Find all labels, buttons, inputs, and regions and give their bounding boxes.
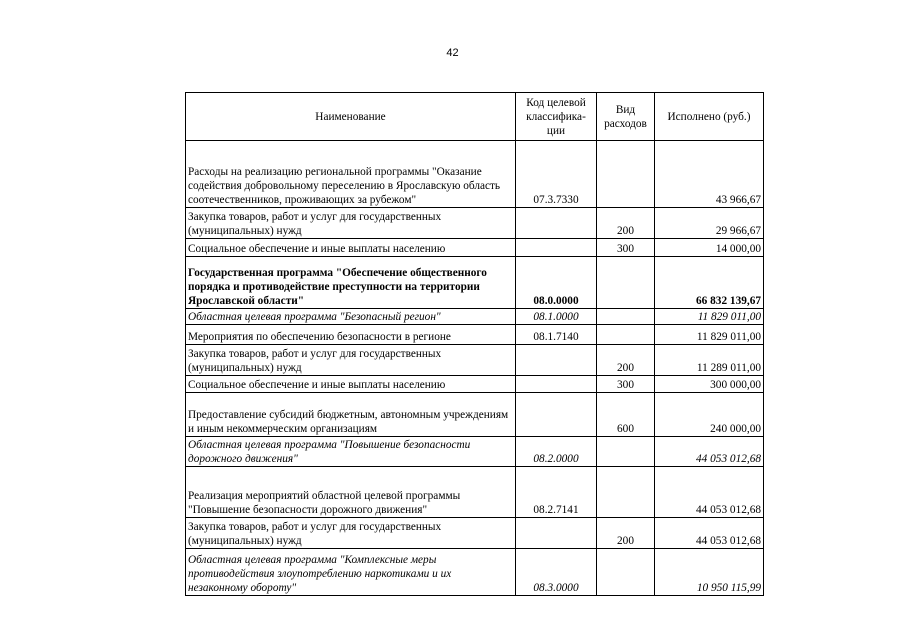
cell-code: 08.2.7141 <box>516 467 597 518</box>
cell-type <box>597 549 655 596</box>
cell-code: 08.1.7140 <box>516 325 597 345</box>
table-row <box>186 393 764 437</box>
cell-type <box>597 467 655 518</box>
cell-type <box>597 257 655 309</box>
table-row <box>186 437 764 467</box>
cell-amount: 11 289 011,00 <box>655 345 764 376</box>
cell-amount: 10 950 115,99 <box>655 549 764 596</box>
cell-type: 200 <box>597 208 655 239</box>
cell-code: 08.1.0000 <box>516 309 597 325</box>
table-row <box>186 467 764 518</box>
cell-amount: 300 000,00 <box>655 376 764 393</box>
cell-code <box>516 345 597 376</box>
cell-type <box>597 325 655 345</box>
cell-type: 300 <box>597 376 655 393</box>
page-number: 42 <box>446 47 459 59</box>
cell-amount: 43 966,67 <box>655 141 764 208</box>
cell-name: Областная целевая программа "Комплексные меры противодействия злоупотреблению наркотиками и их незаконному обороту" <box>186 549 516 596</box>
table-row <box>186 518 764 549</box>
cell-type: 200 <box>597 518 655 549</box>
cell-amount: 66 832 139,67 <box>655 257 764 309</box>
cell-name: Предоставление субсидий бюджетным, автономным учреждениям и иным некоммерческим организациям <box>186 393 516 437</box>
table-row <box>186 141 764 208</box>
cell-code: 08.2.0000 <box>516 437 597 467</box>
cell-name: Социальное обеспечение и иные выплаты населению <box>186 239 516 257</box>
cell-amount: 44 053 012,68 <box>655 467 764 518</box>
cell-amount: 44 053 012,68 <box>655 518 764 549</box>
cell-code <box>516 518 597 549</box>
cell-amount: 11 829 011,00 <box>655 309 764 325</box>
cell-type <box>597 309 655 325</box>
header-name: Наименование <box>186 93 516 141</box>
cell-name: Закупка товаров, работ и услуг для государственных (муниципальных) нужд <box>186 518 516 549</box>
cell-type: 600 <box>597 393 655 437</box>
table-row <box>186 239 764 257</box>
header-row <box>186 93 764 141</box>
table-row <box>186 376 764 393</box>
header-code: Код целевой классифика-ции <box>516 93 597 141</box>
table-row <box>186 325 764 345</box>
table-row <box>186 257 764 309</box>
cell-name: Государственная программа "Обеспечение общественного порядка и противодействие преступности на территории Ярославской области" <box>186 257 516 309</box>
cell-code: 07.3.7330 <box>516 141 597 208</box>
cell-amount: 44 053 012,68 <box>655 437 764 467</box>
header-type: Вид расходов <box>597 93 655 141</box>
table-row <box>186 309 764 325</box>
cell-amount: 11 829 011,00 <box>655 325 764 345</box>
table-row <box>186 549 764 596</box>
cell-code: 08.3.0000 <box>516 549 597 596</box>
cell-name: Закупка товаров, работ и услуг для государственных (муниципальных) нужд <box>186 345 516 376</box>
cell-amount: 14 000,00 <box>655 239 764 257</box>
cell-name: Областная целевая программа "Безопасный регион" <box>186 309 516 325</box>
budget-table <box>185 92 764 596</box>
cell-name: Закупка товаров, работ и услуг для государственных (муниципальных) нужд <box>186 208 516 239</box>
cell-name: Социальное обеспечение и иные выплаты населению <box>186 376 516 393</box>
cell-name: Мероприятия по обеспечению безопасности в регионе <box>186 325 516 345</box>
cell-type <box>597 141 655 208</box>
cell-code: 08.0.0000 <box>516 257 597 309</box>
table-row <box>186 208 764 239</box>
cell-name: Реализация мероприятий областной целевой программы "Повышение безопасности дорожного движения" <box>186 467 516 518</box>
cell-code <box>516 393 597 437</box>
cell-amount: 29 966,67 <box>655 208 764 239</box>
table-row <box>186 345 764 376</box>
cell-amount: 240 000,00 <box>655 393 764 437</box>
cell-name: Областная целевая программа "Повышение безопасности дорожного движения" <box>186 437 516 467</box>
header-amount: Исполнено (руб.) <box>655 93 764 141</box>
cell-type <box>597 437 655 467</box>
cell-type: 300 <box>597 239 655 257</box>
cell-name: Расходы на реализацию региональной программы "Оказание содействия добровольному переселению в Ярославскую область соотечественников, проживающих за рубежом" <box>186 141 516 208</box>
cell-code <box>516 239 597 257</box>
cell-type: 200 <box>597 345 655 376</box>
cell-code <box>516 208 597 239</box>
cell-code <box>516 376 597 393</box>
